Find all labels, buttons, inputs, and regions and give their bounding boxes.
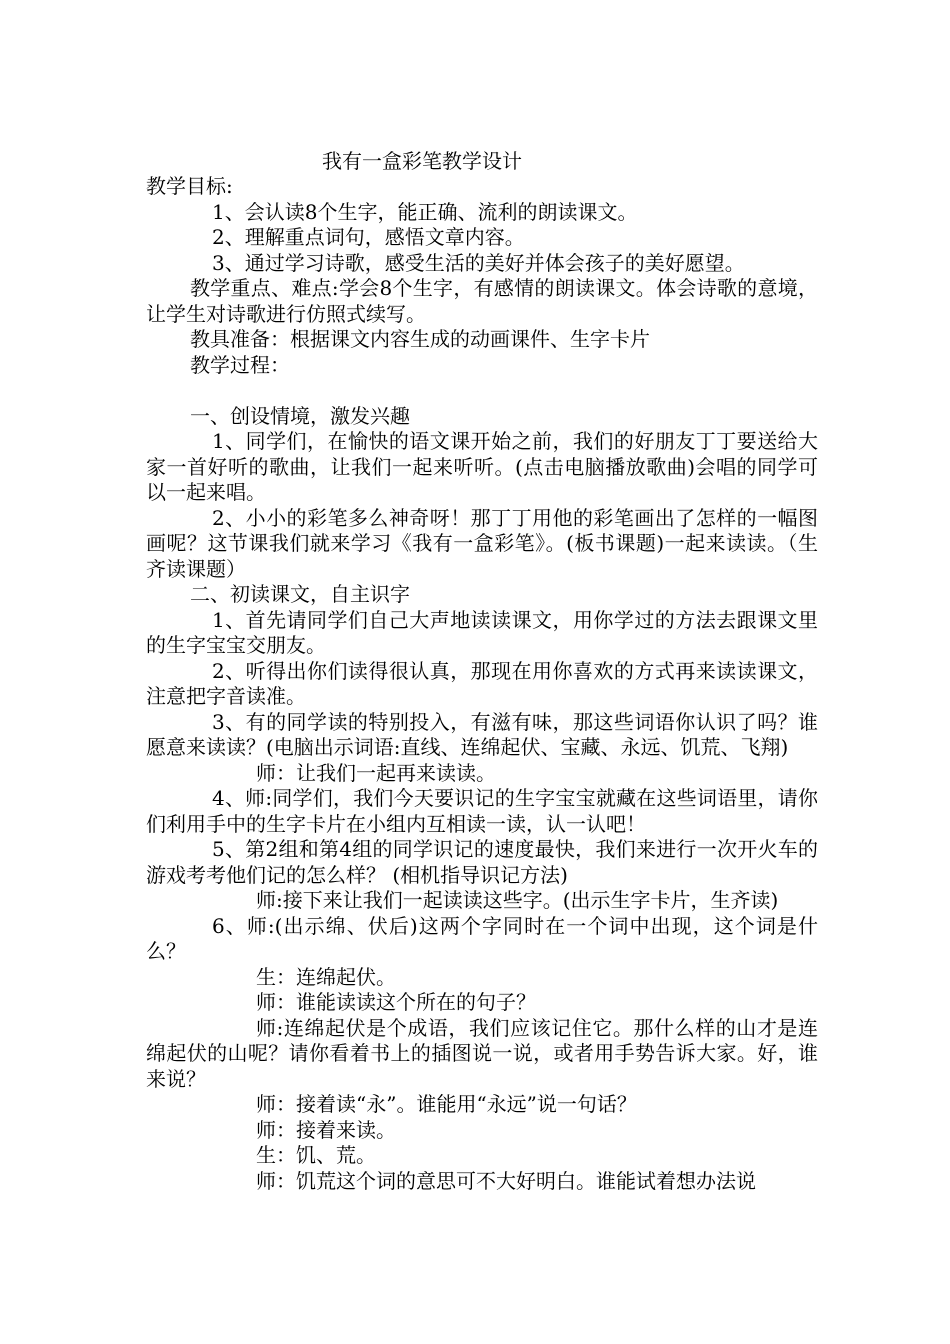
paragraph: 2、听得出你们读得很认真，那现在用你喜欢的方式再来读读课文，注意把字音读准。 [146,658,818,708]
document-body [146,174,818,1194]
paragraph [146,378,818,404]
paragraph: 5、第2组和第4组的同学识记的速度最快，我们来进行一次开火车的游戏考考他们记的怎么样？ (相机指导识记方法) [146,837,818,887]
document-title: 我有一盒彩笔教学设计 [322,149,522,173]
paragraph: 教学目标: [146,174,233,198]
paragraph: 3、有的同学读的特别投入，有滋有味，那这些词语你认识了吗？谁愿意来读读？(电脑出示词语:直线、连绵起伏、宝藏、永远、饥荒、飞翔) [146,709,818,759]
paragraph: 一、创设情境，激发兴趣 [190,403,410,428]
paragraph: 教学过程： [190,352,290,377]
paragraph: 2、小小的彩笔多么神奇呀！那丁丁用他的彩笔画出了怎样的一幅图画呢？这节课我们就来学习《我有一盒彩笔》。(板书课题)一起来读读。（生齐读课题） [146,505,818,581]
paragraph: 生：连绵起伏。 [256,964,396,989]
paragraph: 师：饥荒这个词的意思可不大好明白。谁能试着想办法说 [256,1168,756,1193]
paragraph: 1、同学们，在愉快的语文课开始之前，我们的好朋友丁丁要送给大家一首好听的歌曲，让我们一起来听听。(点击电脑播放歌曲)会唱的同学可以一起来唱。 [146,429,818,504]
paragraph: 师:连绵起伏是个成语，我们应该记住它。那什么样的山才是连绵起伏的山呢？请你看着书上的插图说一说，或者用手势告诉大家。好，谁来说？ [146,1015,818,1091]
paragraph: 师：接着来读。 [256,1117,396,1142]
paragraph: 1、首先请同学们自己大声地读读课文，用你学过的方法去跟课文里的生字宝宝交朋友。 [146,607,818,657]
paragraph: 师：谁能读读这个所在的句子？ [256,990,536,1014]
paragraph: 教具准备：根据课文内容生成的动画课件、生字卡片 [190,327,650,351]
paragraph: 师：让我们一起再来读读。 [256,760,496,785]
paragraph: 师:接下来让我们一起读读这些字。(出示生字卡片，生齐读) [256,888,779,912]
paragraph: 师：接着读“永”。谁能用“永远”说一句话？ [256,1092,637,1116]
paragraph: 生：饥、荒。 [256,1143,376,1167]
paragraph: 2、理解重点词句，感悟文章内容。 [212,225,525,249]
paragraph: 二、初读课文，自主识字 [190,582,410,606]
paragraph: 1、会认读8个生字，能正确、流利的朗读课文。 [212,199,638,224]
paragraph: 4、师:同学们，我们今天要识记的生字宝宝就藏在这些词语里，请你们利用手中的生字卡片在小组内互相读一读，认一认吧！ [146,786,818,836]
paragraph: 6、师:(出示绵、伏后)这两个字同时在一个词中出现，这个词是什么？ [146,913,818,963]
paragraph: 3、通过学习诗歌，感受生活的美好并体会孩子的美好愿望。 [212,250,745,275]
paragraph: 教学重点、难点:学会8个生字，有感情的朗读课文。体会诗歌的意境，让学生对诗歌进行仿照式续写。 [146,276,818,326]
